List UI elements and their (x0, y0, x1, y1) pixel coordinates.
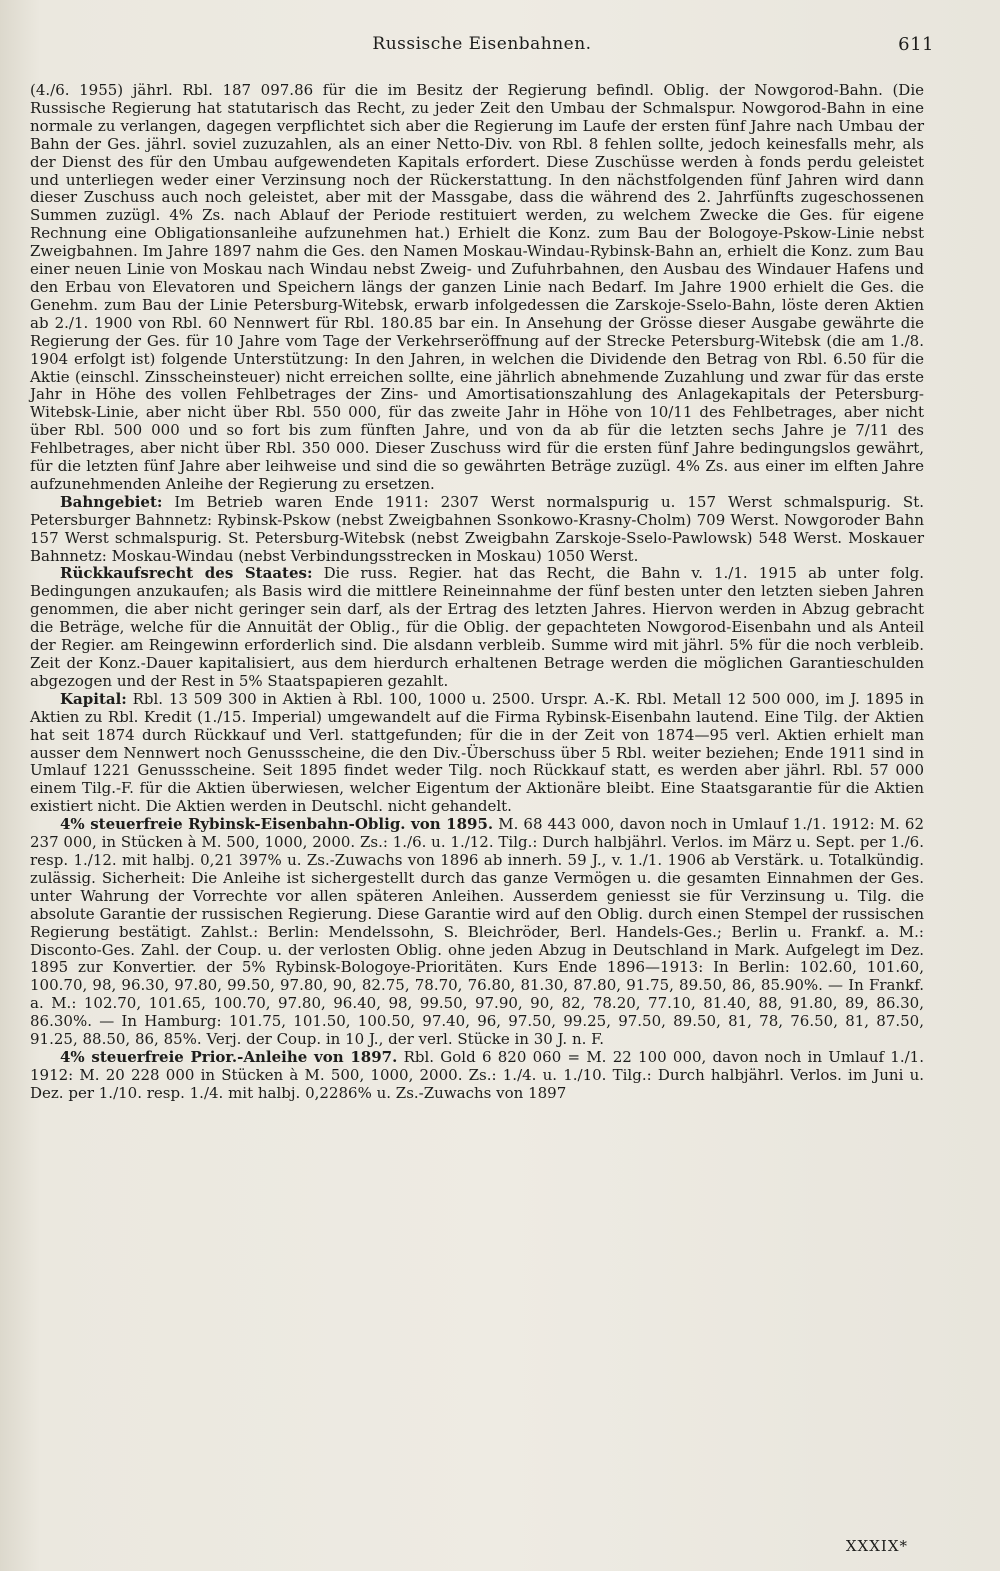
page-body (30, 82, 924, 1103)
page-number: 611 (898, 34, 934, 55)
paragraph-history (30, 82, 924, 494)
section-heading: Kapital: (60, 689, 127, 708)
paragraph-prior-anleihe-1897 (30, 1049, 924, 1103)
paragraph-text: Rbl. Gold 6 820 060 = M. 22 100 000, davon noch in Umlauf 1./1. 1912: M. 20 228 000 in Stücken à M. 500, 1000, 2000. Zs.: 1./4. u. 1./10. Tilg.: Durch halbjährl. Verlos. im Juni u. Dez. per 1./10. resp. 1./4. mit halbj. 0,2286% u. Zs.-Zuwachs von 1897 (30, 1047, 924, 1102)
section-heading: Rückkaufsrecht des Staates: (60, 564, 313, 583)
signature-mark: XXXIX* (845, 1537, 908, 1555)
paragraph-kapital (30, 691, 924, 816)
paragraph-text: (4./6. 1955) jährl. Rbl. 187 097.86 für die im Besitz der Regierung befindl. Oblig. der Nowgorod-Bahn. (Die Russische Regierung hat statutarisch das Recht, zu jeder Zeit den Umbau der Schmalspur. Nowgorod-Bahn in eine normale zu verlangen, dagegen verpflichtet sich aber die Regierung im Laufe der ersten fünf Jahre nach Umbau der Bahn der Ges. jährl. soviel zuzuzahlen, als an einer Netto-Div. von Rbl. 8 fehlen sollte, jedoch keinesfalls mehr, als der Dienst des für den Umbau aufgewendeten Kapitals erfordert. Diese Zuschüsse werden à fonds perdu geleistet und unterliegen weder einer Verzinsung noch der Rückerstattung. In den nächstfolgenden fünf Jahren wird dann dieser Zuschuss auch noch geleistet, aber mit der Massgabe, dass die während des 2. Jahrfünfts zugeschossenen Summen zuzügl. 4% Zs. nach Ablauf der Periode restituiert werden, zu welchem Zwecke die Ges. für eigene Rechnung eine Obligationsanleihe aufzunehmen hat.) Erhielt die Konz. zum Bau der Bologoye-Pskow-Linie nebst Zweigbahnen. Im Jahre 1897 nahm die Ges. den Namen Moskau-Windau-Rybinsk-Bahn an, erhielt die Konz. zum Bau einer neuen Linie von Moskau nach Windau nebst Zweig- und Zufuhrbahnen, den Ausbau des Windauer Hafens und den Erbau von Elevatoren und Speichern längs der ganzen Linie nach Bedarf. Im Jahre 1900 erhielt die Ges. die Genehm. zum Bau der Linie Petersburg-Witebsk, erwarb infolgedessen die Zarskoje-Sselo-Bahn, löste deren Aktien ab 2./1. 1900 von Rbl. 60 Nennwert für Rbl. 180.85 bar ein. In Ansehung der Grösse dieser Ausgabe gewährte die Regierung der Ges. für 10 Jahre vom Tage der Verkehrseröffnung auf der Strecke Petersburg-Witebsk (die am 1./8. 1904 erfolgt ist) folgende Unterstützung: In den Jahren, in welchen die Dividende den Betrag von Rbl. 6.50 für die Aktie (einschl. Zinsscheinsteuer) nicht erreichen sollte, eine jährlich abnehmende Zuzahlung und zwar für das erste Jahr in Höhe des vollen Fehlbetrages der Zins- und Amortisationszahlung des Anlagekapitals der Petersburg-Witebsk-Linie, aber nicht über Rbl. 550 000, für das zweite Jahr in Höhe von 10/11 des Fehlbetrages, aber nicht über Rbl. 500 000 und so fort bis zum fünften Jahre, und von da ab für die letzten sechs Jahre je 7/11 des Fehlbetrages, aber nicht über Rbl. 350 000. Dieser Zuschuss wird für die ersten fünf Jahre bedingungslos gewährt, für die letzten fünf Jahre aber leihweise und sind die so gewährten Beträge zuzügl. 4% Zs. aus einer im elften Jahre aufzunehmenden Anleihe der Regierung zu ersetzen. (30, 81, 924, 493)
page-title: Russische Eisenbahnen. (372, 34, 592, 54)
paragraph-oblig-1895 (30, 816, 924, 1049)
running-header (30, 34, 934, 62)
paragraph-text: M. 68 443 000, davon noch in Umlauf 1./1. 1912: M. 62 237 000, in Stücken à M. 500, 1000, 2000. Zs.: 1./6. u. 1./12. Tilg.: Durch halbjährl. Verlos. im März u. Sept. per 1./6. resp. 1./12. mit halbj. 0,21 397% u. Zs.-Zuwachs von 1896 ab innerh. 59 J., v. 1./1. 1906 ab Verstärk. u. Totalkündig. zulässig. Sicherheit: Die Anleihe ist sichergestellt durch das ganze Vermögen u. die gesamten Einnahmen der Ges. unter Wahrung der Vorrechte vor allen späteren Anleihen. Ausserdem geniesst sie für Verzinsung u. Tilg. die absolute Garantie der russischen Regierung. Diese Garantie wird auf den Oblig. durch einen Stempel der russischen Regierung bestätigt. Zahlst.: Berlin: Mendelssohn, S. Bleichröder, Berl. Handels-Ges.; Berlin u. Frankf. a. M.: Disconto-Ges. Zahl. der Coup. u. der verlosten Oblig. ohne jeden Abzug in Deutschland in Mark. Aufgelegt im Dez. 1895 zur Konvertier. der 5% Rybinsk-Bologoye-Prioritäten. Kurs Ende 1896—1913: In Berlin: 102.60, 101.60, 100.70, 98, 96.30, 97.80, 99.50, 97.80, 90, 82.75, 78.70, 76.80, 81.30, 87.80, 91.75, 89.50, 86, 85.90%. — In Frankf. a. M.: 102.70, 101.65, 100.70, 97.80, 96.40, 98, 99.50, 97.90, 90, 82, 78.20, 77.10, 81.40, 88, 91.80, 89, 86.30, 86.30%. — In Hamburg: 101.75, 101.50, 100.50, 97.40, 96, 97.50, 99.25, 97.50, 89.50, 81, 78, 76.50, 81, 87.50, 91.25, 88.50, 86, 85%. Verj. der Coup. in 10 J., der verl. Stücke in 30 J. n. F. (30, 815, 924, 1049)
section-heading: Bahngebiet: (60, 492, 163, 511)
paragraph-text: Die russ. Regier. hat das Recht, die Bahn v. 1./1. 1915 ab unter folg. Bedingungen anzukaufen; als Basis wird die mittlere Reineinnahme der fünf besten unter den letzten sieben Jahren genommen, die aber nicht geringer sein darf, als der Ertrag des letzten Jahres. Hiervon werden in Abzug gebracht die Beträge, welche für die Annuität der Oblig., für die Oblig. der gepachteten Nowgorod-Eisenbahn und als Anteil der Regier. am Reingewinn erforderlich sind. Die alsdann verbleib. Summe wird mit jährl. 5% für die noch verbleib. Zeit der Konz.-Dauer kapitalisiert, aus dem hierdurch erhaltenen Betrage werden die möglichen Garantieschulden abgezogen und der Rest in 5% Staatspapieren gezahlt. (30, 564, 924, 690)
paragraph-rueckkaufsrecht (30, 565, 924, 690)
paragraph-text: Rbl. 13 509 300 in Aktien à Rbl. 100, 1000 u. 2500. Urspr. A.-K. Rbl. Metall 12 500 000, im J. 1895 in Aktien zu Rbl. Kredit (1./15. Imperial) umgewandelt auf die Firma Rybinsk-Eisenbahn lautend. Eine Tilg. der Aktien hat seit 1874 durch Rückkauf und Verl. stattgefunden; für die in der Zeit von 1874—95 verl. Aktien erhielt man ausser dem Nennwert noch Genussscheine, die den Div.-Überschuss über 5 Rbl. weiter beziehen; Ende 1911 sind in Umlauf 1221 Genussscheine. Seit 1895 findet weder Tilg. noch Rückkauf statt, es werden aber jährl. Rbl. 57 000 einem Tilg.-F. für die Aktien überwiesen, welcher Eigentum der Aktionäre bleibt. Eine Staatsgarantie für die Aktien existiert nicht. Die Aktien werden in Deutschl. nicht gehandelt. (30, 689, 924, 816)
section-heading: 4% steuerfreie Prior.-Anleihe von 1897. (60, 1047, 398, 1066)
paragraph-text: Im Betrieb waren Ende 1911: 2307 Werst normalspurig u. 157 Werst schmalspurig. St. Petersburger Bahnnetz: Rybinsk-Pskow (nebst Zweigbahnen Ssonkowo-Krasny-Cholm) 709 Werst. Nowgoroder Bahn 157 Werst schmalspurig. St. Petersburg-Witebsk (nebst Zweigbahn Zarskoje-Sselo-Pawlowsk) 548 Werst. Moskauer Bahnnetz: Moskau-Windau (nebst Verbindungsstrecken in Moskau) 1050 Werst. (30, 492, 924, 565)
section-heading: 4% steuerfreie Rybinsk-Eisenbahn-Oblig. von 1895. (60, 815, 494, 834)
paragraph-bahngebiet (30, 494, 924, 566)
